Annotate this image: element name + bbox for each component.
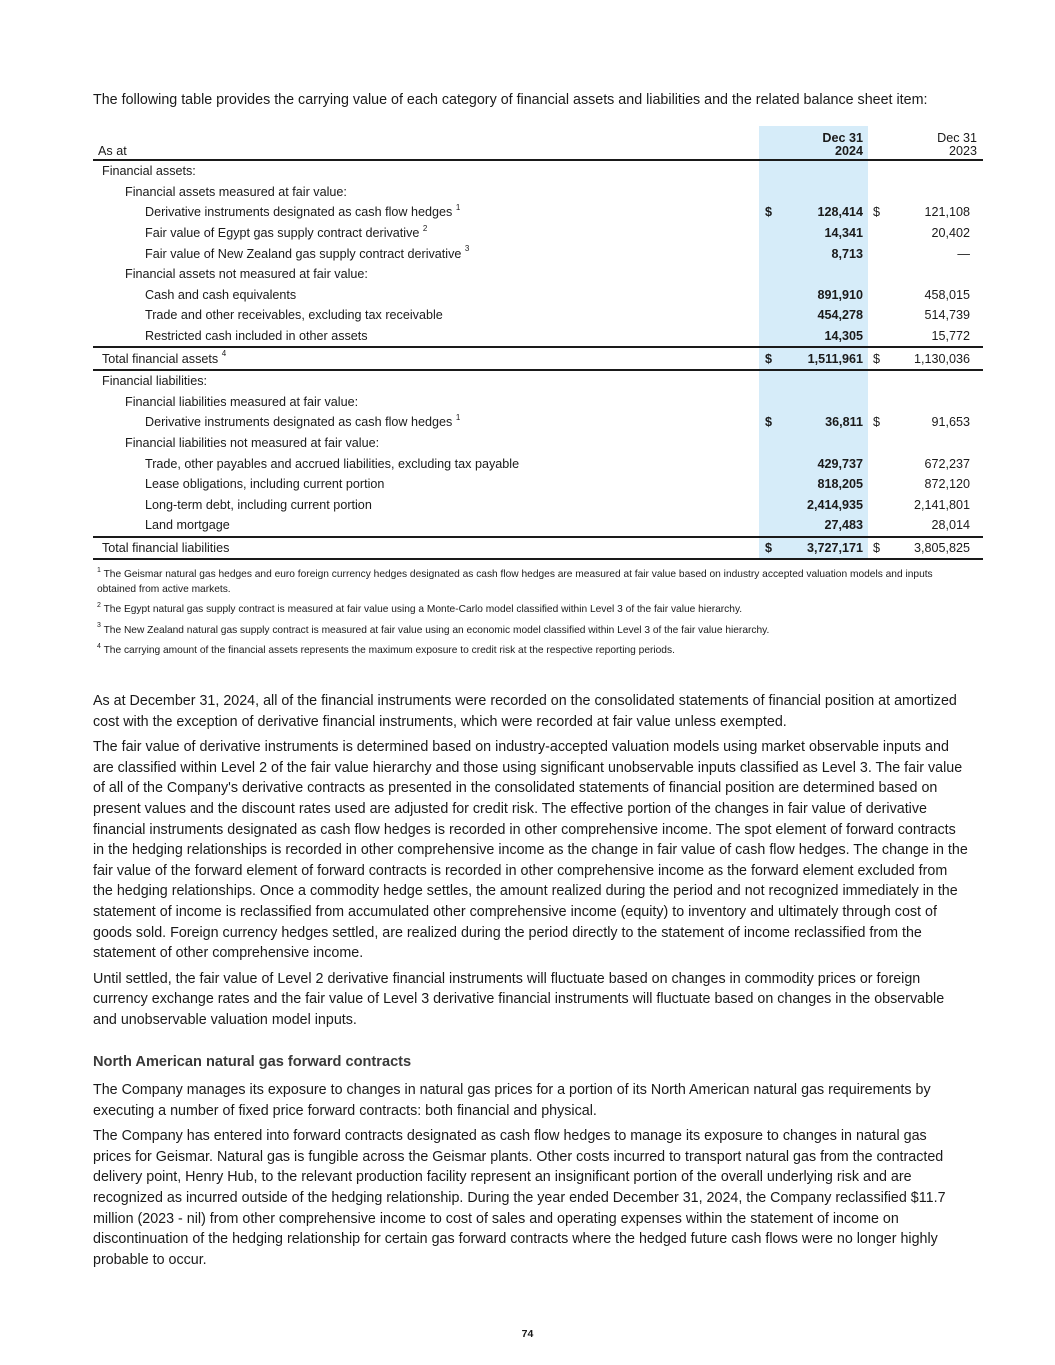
footnote-ref: 3 [464,244,470,254]
value-2024: 14,305 [783,326,868,348]
footnote-ref: 4 [221,349,227,359]
currency-2024 [759,285,783,306]
value-2024: 818,205 [783,474,868,495]
table-intro: The following table provides the carrying value of each category of financial assets and liabilities and the related balance sheet item: [93,92,928,108]
value-2024: 8,713 [783,243,868,264]
value-2023 [893,182,983,203]
footnote: $^2$ The Egypt natural gas supply contract is measured at fair value using a Monte-Carlo model classified within Level 3 of the fair value hierarchy. [97,601,743,615]
table-row [93,223,983,244]
currency-2023 [868,392,893,413]
paragraph: As at December 31, 2024, all of the financial instruments were recorded on the consolidated statements of financial position at amortized cost with the exception of derivative financial instruments, which were recorded at fair value unless exempted. [93,693,957,730]
value-2024: 3,727,171 [783,537,868,560]
value-2024: 1,511,961 [783,347,868,370]
table-row [93,453,983,474]
financial-instruments-table [93,126,983,560]
currency-2023 [868,474,893,495]
currency-2024 [759,474,783,495]
row-label: Land mortgage [145,518,230,533]
value-2024: 128,414 [783,202,868,223]
row-label: Total financial assets $^4$ [93,347,759,370]
value-2023: 458,015 [924,287,970,302]
row-label: Restricted cash included in other assets [145,329,368,344]
value-2023: 28,014 [931,518,970,533]
value-2023: 2,141,801 [913,497,970,512]
value-2023 [893,160,983,182]
row-label: Trade and other receivables, excluding tax receivable [145,308,443,323]
row-label: Derivative instruments designated as cash flow hedges $^1$ [145,203,461,220]
currency-2023 [868,285,893,306]
row-label: Financial assets measured at fair value: [125,184,347,199]
currency-2023: $ [868,537,893,560]
row-label: Financial assets not measured at fair value: [125,267,368,282]
value-2023 [893,370,983,392]
row-label: Trade, other payables and accrued liabilities, excluding tax payable [145,456,520,471]
table-row [93,202,983,223]
currency-2024 [759,223,783,244]
header-dec-2024: Dec 31 2024 [783,126,868,160]
row-label: Total financial liabilities [93,537,759,560]
value-2023: 672,237 [924,456,970,471]
currency-2023 [868,305,893,326]
value-2023 [893,392,983,413]
header-as-at: As at [93,126,759,160]
header-dec-2023: Dec 31 2023 [893,126,983,160]
table-row [93,243,983,264]
currency-2023 [868,182,893,203]
currency-2024 [759,370,783,392]
row-label: Financial assets: [102,164,196,179]
currency-2023 [868,243,893,264]
table-row [93,285,983,306]
currency-2024 [759,495,783,516]
value-2024 [783,370,868,392]
value-2023: 121,108 [924,205,970,220]
row-label: Financial liabilities: [102,374,207,389]
footnote-ref: 2 [422,223,428,233]
currency-2023 [868,433,893,454]
paragraph: The Company has entered into forward contracts designated as cash flow hedges to manage its exposure to changes in natural gas prices for Geismar. Natural gas is fungible across the Geismar plants. Other costs incurred to transport natural gas from the contracted delivery point, Henry Hub, to the relevant production facility represent an insignificant portion of the overall underlying risk and are recognized as incurred outside of the hedging relationship. During the year ended December 31, 2024, the Company reclassified $11.7 million (2023 - nil) from other comprehensive income to cost of sales and operating expenses within the statement of income on discontinuation of the hedging relationship for certain gas forward contracts where the hedged future cash flows were no longer highly probable to occur. [93,1128,946,1268]
currency-2023 [868,453,893,474]
currency-2023 [868,370,893,392]
page-number: 74 [521,1328,534,1340]
currency-2023 [868,264,893,285]
table-row [93,264,983,285]
table-row [93,515,983,537]
table-row [93,305,983,326]
value-2023: — [957,246,970,261]
table-row [93,160,983,182]
currency-2024 [759,433,783,454]
currency-2023: $ [873,205,881,220]
paragraph: The Company manages its exposure to changes in natural gas prices for a portion of its North American natural gas requirements by executing a number of fixed price forward contracts: both financial and physical. [93,1082,931,1119]
currency-2024: $ [759,202,783,223]
currency-2023 [868,326,893,348]
value-2023: 15,772 [931,329,970,344]
value-2024 [783,392,868,413]
currency-2024 [759,515,783,537]
value-2023: 514,739 [924,308,970,323]
table-row [93,392,983,413]
value-2023: 3,805,825 [893,537,983,560]
currency-2023 [868,223,893,244]
table-row [93,370,983,392]
row-label: Lease obligations, including current portion [145,477,385,492]
row-label: Cash and cash equivalents [145,287,297,302]
table-total-row [93,347,983,370]
row-label: Financial liabilities not measured at fair value: [125,436,380,451]
currency-2024 [759,305,783,326]
table-row [93,326,983,348]
value-2024 [783,182,868,203]
table-row [93,433,983,454]
value-2024: 14,341 [783,223,868,244]
value-2023: 91,653 [931,415,970,430]
table-row [93,412,983,433]
currency-2024 [759,392,783,413]
currency-2024 [759,182,783,203]
currency-2024 [759,453,783,474]
currency-2023: $ [868,347,893,370]
currency-2024: $ [759,347,783,370]
currency-2024 [759,243,783,264]
table-row [93,182,983,203]
value-2023 [893,433,983,454]
table-total-row [93,537,983,560]
section-heading: North American natural gas forward contracts [93,1053,412,1070]
footnote: $^3$ The New Zealand natural gas supply contract is measured at fair value using an economic model classified within Level 3 of the fair value hierarchy. [97,622,770,636]
currency-2023 [868,160,893,182]
value-2024 [783,433,868,454]
footnote: $^4$ The carrying amount of the financial assets represents the maximum exposure to credit risk at the respective reporting periods. [97,642,675,656]
currency-2024: $ [759,537,783,560]
currency-2024 [759,160,783,182]
currency-2024: $ [759,412,783,433]
value-2024: 891,910 [783,285,868,306]
body-text [93,691,968,1275]
paragraph: The fair value of derivative instruments is determined based on industry-accepted valuation models using market observable inputs and are classified within Level 2 of the fair value hierarchy and those using significant unobservable inputs classified as Level 3. The fair value of all of the Company's derivative contracts as presented in the consolidated statements of financial position are determined based on present values and the discount rates used are adjusted for credit risk. The effective portion of the changes in fair value of derivative financial instruments designated as cash flow hedges is recorded in other comprehensive income. The spot element of forward contracts in the hedging relationships is recorded in other comprehensive income as the change in fair value of cash flow hedges. The change in the fair value of the forward element of forward contracts is recorded in other comprehensive income as the forward element excluded from the hedging relationships. Once a commodity hedge settles, the amount realized during the period and not recognized immediately in the statement of income is reclassified from accumulated other comprehensive income (equity) to inventory and ultimately through cost of goods sold. Foreign currency hedges settled, are realized during the period directly to the statement of income reclassified from the statement of other comprehensive income. [93,739,968,962]
footnote: $^1$ The Geismar natural gas hedges and euro foreign currency hedges designated as cash flow hedges are measured at fair value based on industry accepted valuation models and inputs obtained from active markets. [97,566,933,595]
value-2024 [783,264,868,285]
currency-2023 [868,515,893,537]
row-label: Fair value of Egypt gas supply contract derivative $^2$ [145,223,428,241]
currency-2024 [759,264,783,285]
footnotes [93,568,962,665]
row-label: Financial liabilities measured at fair value: [125,394,359,409]
value-2023: 20,402 [931,226,970,241]
value-2024: 36,811 [783,412,868,433]
row-label: Derivative instruments designated as cash flow hedges $^1$ [145,413,461,430]
value-2023: 872,120 [924,477,970,492]
paragraph: Until settled, the fair value of Level 2 derivative financial instruments will fluctuate based on changes in commodity prices or foreign currency exchange rates and the fair value of Level 3 derivative financial instruments will fluctuate based on changes in the observable and unobservable valuation model inputs. [93,970,945,1028]
table-row [93,495,983,516]
currency-2023 [868,495,893,516]
value-2024: 27,483 [783,515,868,537]
currency-2023: $ [873,415,881,430]
row-label: Fair value of New Zealand gas supply contract derivative $^3$ [145,244,470,261]
footnote-ref: 1 [455,413,461,423]
value-2024: 429,737 [783,453,868,474]
table-header-row [93,126,983,160]
row-label: Long-term debt, including current portion [145,497,372,512]
table-row [93,474,983,495]
value-2024 [783,160,868,182]
footnote-ref: 1 [455,203,461,213]
value-2023 [893,264,983,285]
value-2024: 454,278 [783,305,868,326]
value-2024: 2,414,935 [783,495,868,516]
currency-2024 [759,326,783,348]
value-2023: 1,130,036 [893,347,983,370]
